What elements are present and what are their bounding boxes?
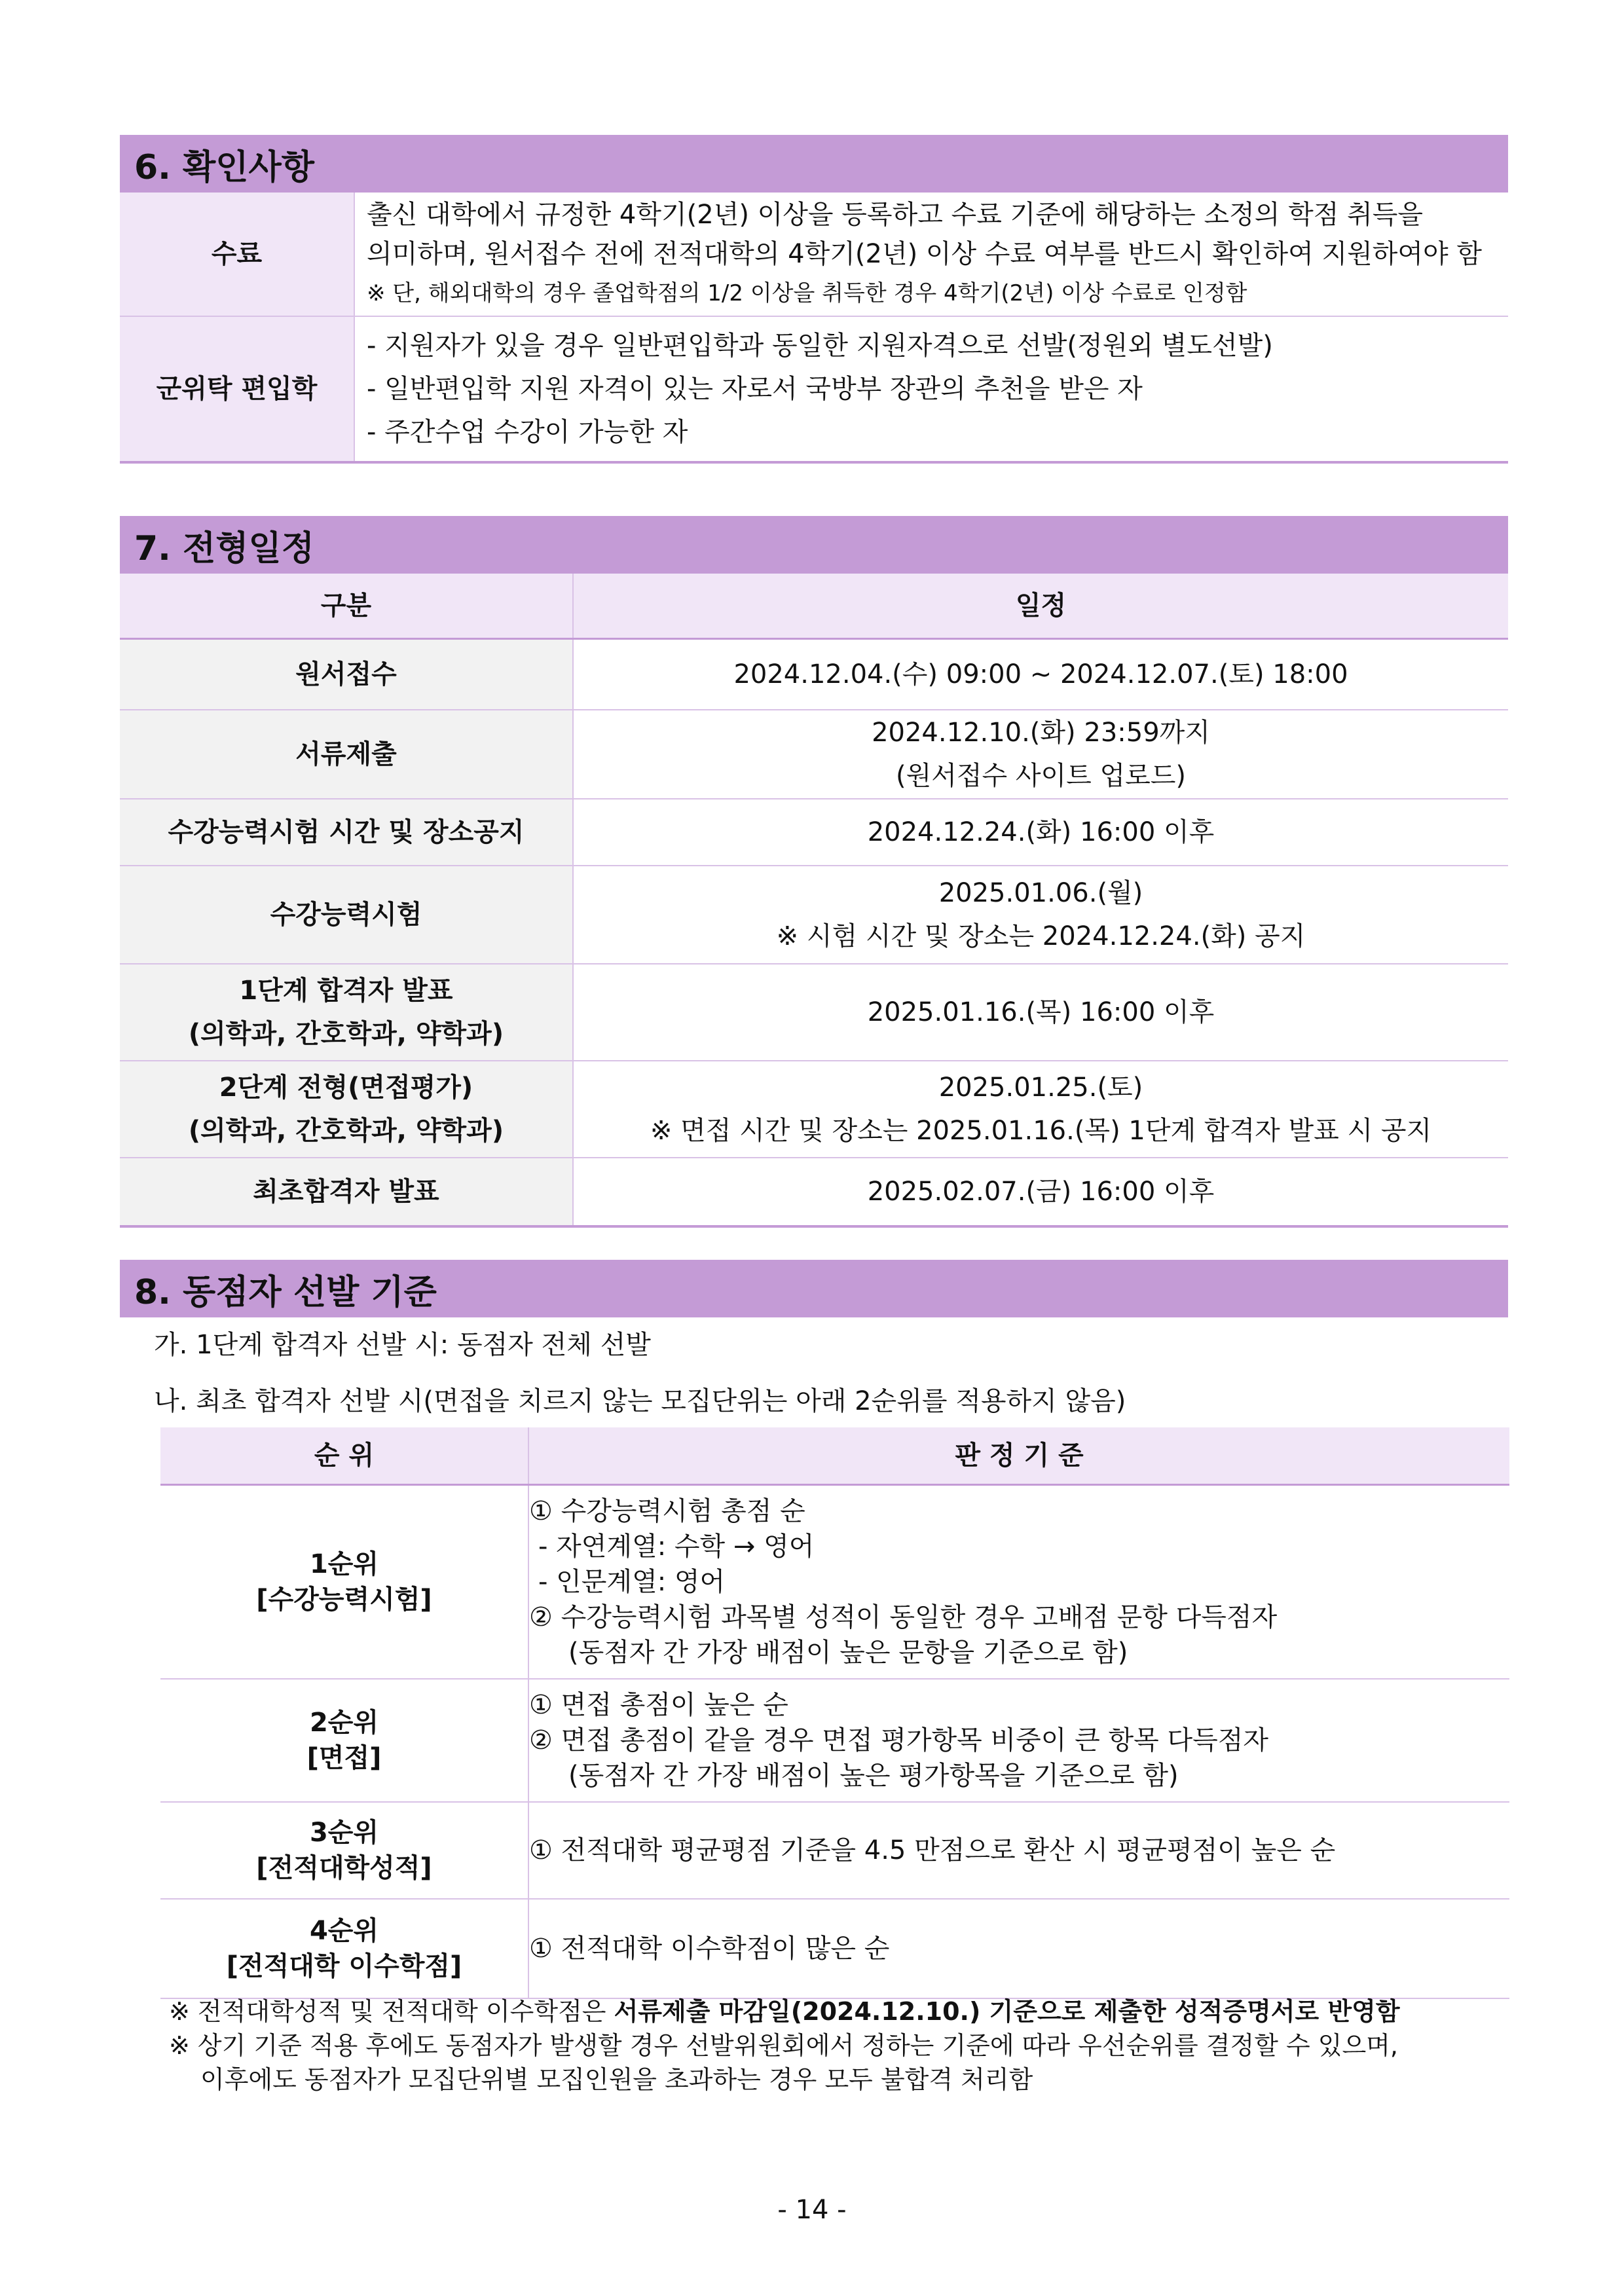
row-label: 1단계 합격자 발표 <box>239 976 453 1006</box>
row-label: (의학과, 간호학과, 약학과) <box>188 1116 504 1146</box>
table-row <box>120 964 1508 1061</box>
note-bold-text: 서류제출 마감일(2024.12.10.) 기준으로 제출한 성적증명서로 반영함 <box>614 1997 1400 2026</box>
row-value: 2024.12.24.(화) 16:00 이후 <box>573 799 1508 866</box>
row-text: 출신 대학에서 규정한 4학기(2년) 이상을 등록하고 수료 기준에 해당하는 소정의 학점 취득을 <box>367 200 1424 230</box>
note-text: ※ 전적대학성적 및 전적대학 이수학점은 <box>169 1997 614 2026</box>
note-line: ※ 상기 기준 적용 후에도 동점자가 발생할 경우 선발위원회에서 정하는 기준에 따라 우선순위를 결정할 수 있으며, <box>169 2031 1398 2060</box>
row-text: - 일반편입학 지원 자격이 있는 자로서 국방부 장관의 추천을 받은 자 <box>367 374 1143 404</box>
row-text: - 주간수업 수강이 가능한 자 <box>367 417 688 447</box>
rank-label: [면접] <box>306 1743 382 1773</box>
row-label: 수강능력시험 시간 및 장소공지 <box>120 799 573 866</box>
row-text: - 지원자가 있을 경우 일반편입학과 동일한 지원자격으로 선발(정원외 별도선발) <box>367 331 1273 361</box>
row-text: 의미하며, 원서접수 전에 전적대학의 4학기(2년) 이상 수료 여부를 반드시 확인하여 지원하여야 함 <box>367 239 1483 269</box>
row-value: 2025.01.06.(월) <box>938 878 1143 908</box>
criteria-line: ① 수강능력시험 총점 순 <box>529 1496 805 1526</box>
table-row <box>120 710 1508 799</box>
table-row <box>120 316 1508 462</box>
criteria-line: ① 면접 총점이 높은 순 <box>529 1690 788 1720</box>
row-label: 서류제출 <box>120 710 573 799</box>
section-7-title: 7. 전형일정 <box>120 516 1508 574</box>
note-line <box>169 1994 1505 2029</box>
row-label: 2단계 전형(면접평가) <box>219 1073 473 1103</box>
rank-label: [전적대학 이수학점] <box>226 1951 462 1981</box>
notes-block <box>169 1994 1505 2097</box>
row-value: 2025.01.16.(목) 16:00 이후 <box>573 964 1508 1061</box>
col-header: 구분 <box>120 574 573 639</box>
col-header: 일정 <box>573 574 1508 639</box>
criteria-line: ① 전적대학 이수학점이 많은 순 <box>529 1934 890 1964</box>
table-row <box>120 1061 1508 1158</box>
section-6-table <box>120 193 1508 464</box>
row-value: 2024.12.10.(화) 23:59까지 <box>872 718 1210 748</box>
rank-label: 2순위 <box>309 1708 379 1738</box>
rank-label: 1순위 <box>309 1549 379 1579</box>
criteria-line: ② 면접 총점이 같을 경우 면접 평가항목 비중이 큰 항목 다득점자 <box>529 1725 1269 1755</box>
col-header: 판 정 기 준 <box>528 1427 1509 1485</box>
note-line: 이후에도 동점자가 모집단위별 모집인원을 초과하는 경우 모두 불합격 처리함 <box>200 2065 1033 2094</box>
row-label: 원서접수 <box>120 639 573 710</box>
section-6-title: 6. 확인사항 <box>120 135 1508 193</box>
criteria-line: - 자연계열: 수학 → 영어 <box>538 1532 815 1562</box>
criteria-line: ② 수강능력시험 과목별 성적이 동일한 경우 고배점 문항 다득점자 <box>529 1602 1278 1632</box>
row-label: 수강능력시험 <box>120 866 573 964</box>
paragraph-a: 가. 1단계 합격자 선발 시: 동점자 전체 선발 <box>154 1330 651 1360</box>
row-label: 군위탁 편입학 <box>120 316 354 462</box>
rank-label: [전적대학성적] <box>256 1853 432 1883</box>
table-row <box>120 799 1508 866</box>
section-6 <box>120 135 1508 464</box>
rank-label: 3순위 <box>309 1818 379 1848</box>
section-7 <box>120 516 1508 1228</box>
section-8-title: 8. 동점자 선발 기준 <box>120 1260 1508 1317</box>
row-value: 2024.12.04.(수) 09:00 ~ 2024.12.07.(토) 18:00 <box>573 639 1508 710</box>
table-row <box>120 193 1508 316</box>
row-label: 수료 <box>120 193 354 316</box>
table-row <box>120 639 1508 710</box>
section-8 <box>120 1260 1508 1317</box>
table-header-row <box>120 574 1508 639</box>
row-value: 2025.02.07.(금) 16:00 이후 <box>867 1177 1215 1207</box>
row-label: (의학과, 간호학과, 약학과) <box>188 1019 504 1049</box>
table-row <box>120 1158 1508 1226</box>
row-value: ※ 시험 시간 및 장소는 2024.12.24.(화) 공지 <box>776 921 1306 951</box>
table-row <box>120 866 1508 964</box>
schedule-table <box>120 574 1508 1228</box>
table-row <box>160 1899 1509 1998</box>
rank-label: 4순위 <box>309 1916 379 1946</box>
row-label: 최초합격자 발표 <box>120 1158 573 1226</box>
criteria-line: - 인문계열: 영어 <box>538 1567 726 1597</box>
table-row <box>160 1485 1509 1680</box>
row-value: 2025.01.25.(토) <box>938 1073 1143 1103</box>
paragraph-b: 나. 최초 합격자 선발 시(면접을 치르지 않는 모집단위는 아래 2순위를 적용하지 않음) <box>154 1386 1126 1416</box>
row-value: (원서접수 사이트 업로드) <box>895 761 1187 791</box>
table-header-row <box>160 1427 1509 1485</box>
rank-label: [수강능력시험] <box>256 1585 432 1615</box>
table-row <box>160 1679 1509 1802</box>
criteria-line: ① 전적대학 평균평점 기준을 4.5 만점으로 환산 시 평균평점이 높은 순 <box>529 1835 1336 1865</box>
tiebreak-table <box>160 1427 1509 1999</box>
criteria-line: (동점자 간 가장 배점이 높은 평가항목을 기준으로 함) <box>568 1761 1179 1791</box>
table-row <box>160 1802 1509 1899</box>
row-value: ※ 면접 시간 및 장소는 2025.01.16.(목) 1단계 합격자 발표 시 공지 <box>650 1116 1432 1146</box>
row-note: ※ 단, 해외대학의 경우 졸업학점의 1/2 이상을 취득한 경우 4학기(2년) 이상 수료로 인정함 <box>367 280 1247 306</box>
page-number: - 14 - <box>777 2195 847 2225</box>
col-header: 순 위 <box>160 1427 528 1485</box>
criteria-line: (동점자 간 가장 배점이 높은 문항을 기준으로 함) <box>568 1638 1128 1668</box>
